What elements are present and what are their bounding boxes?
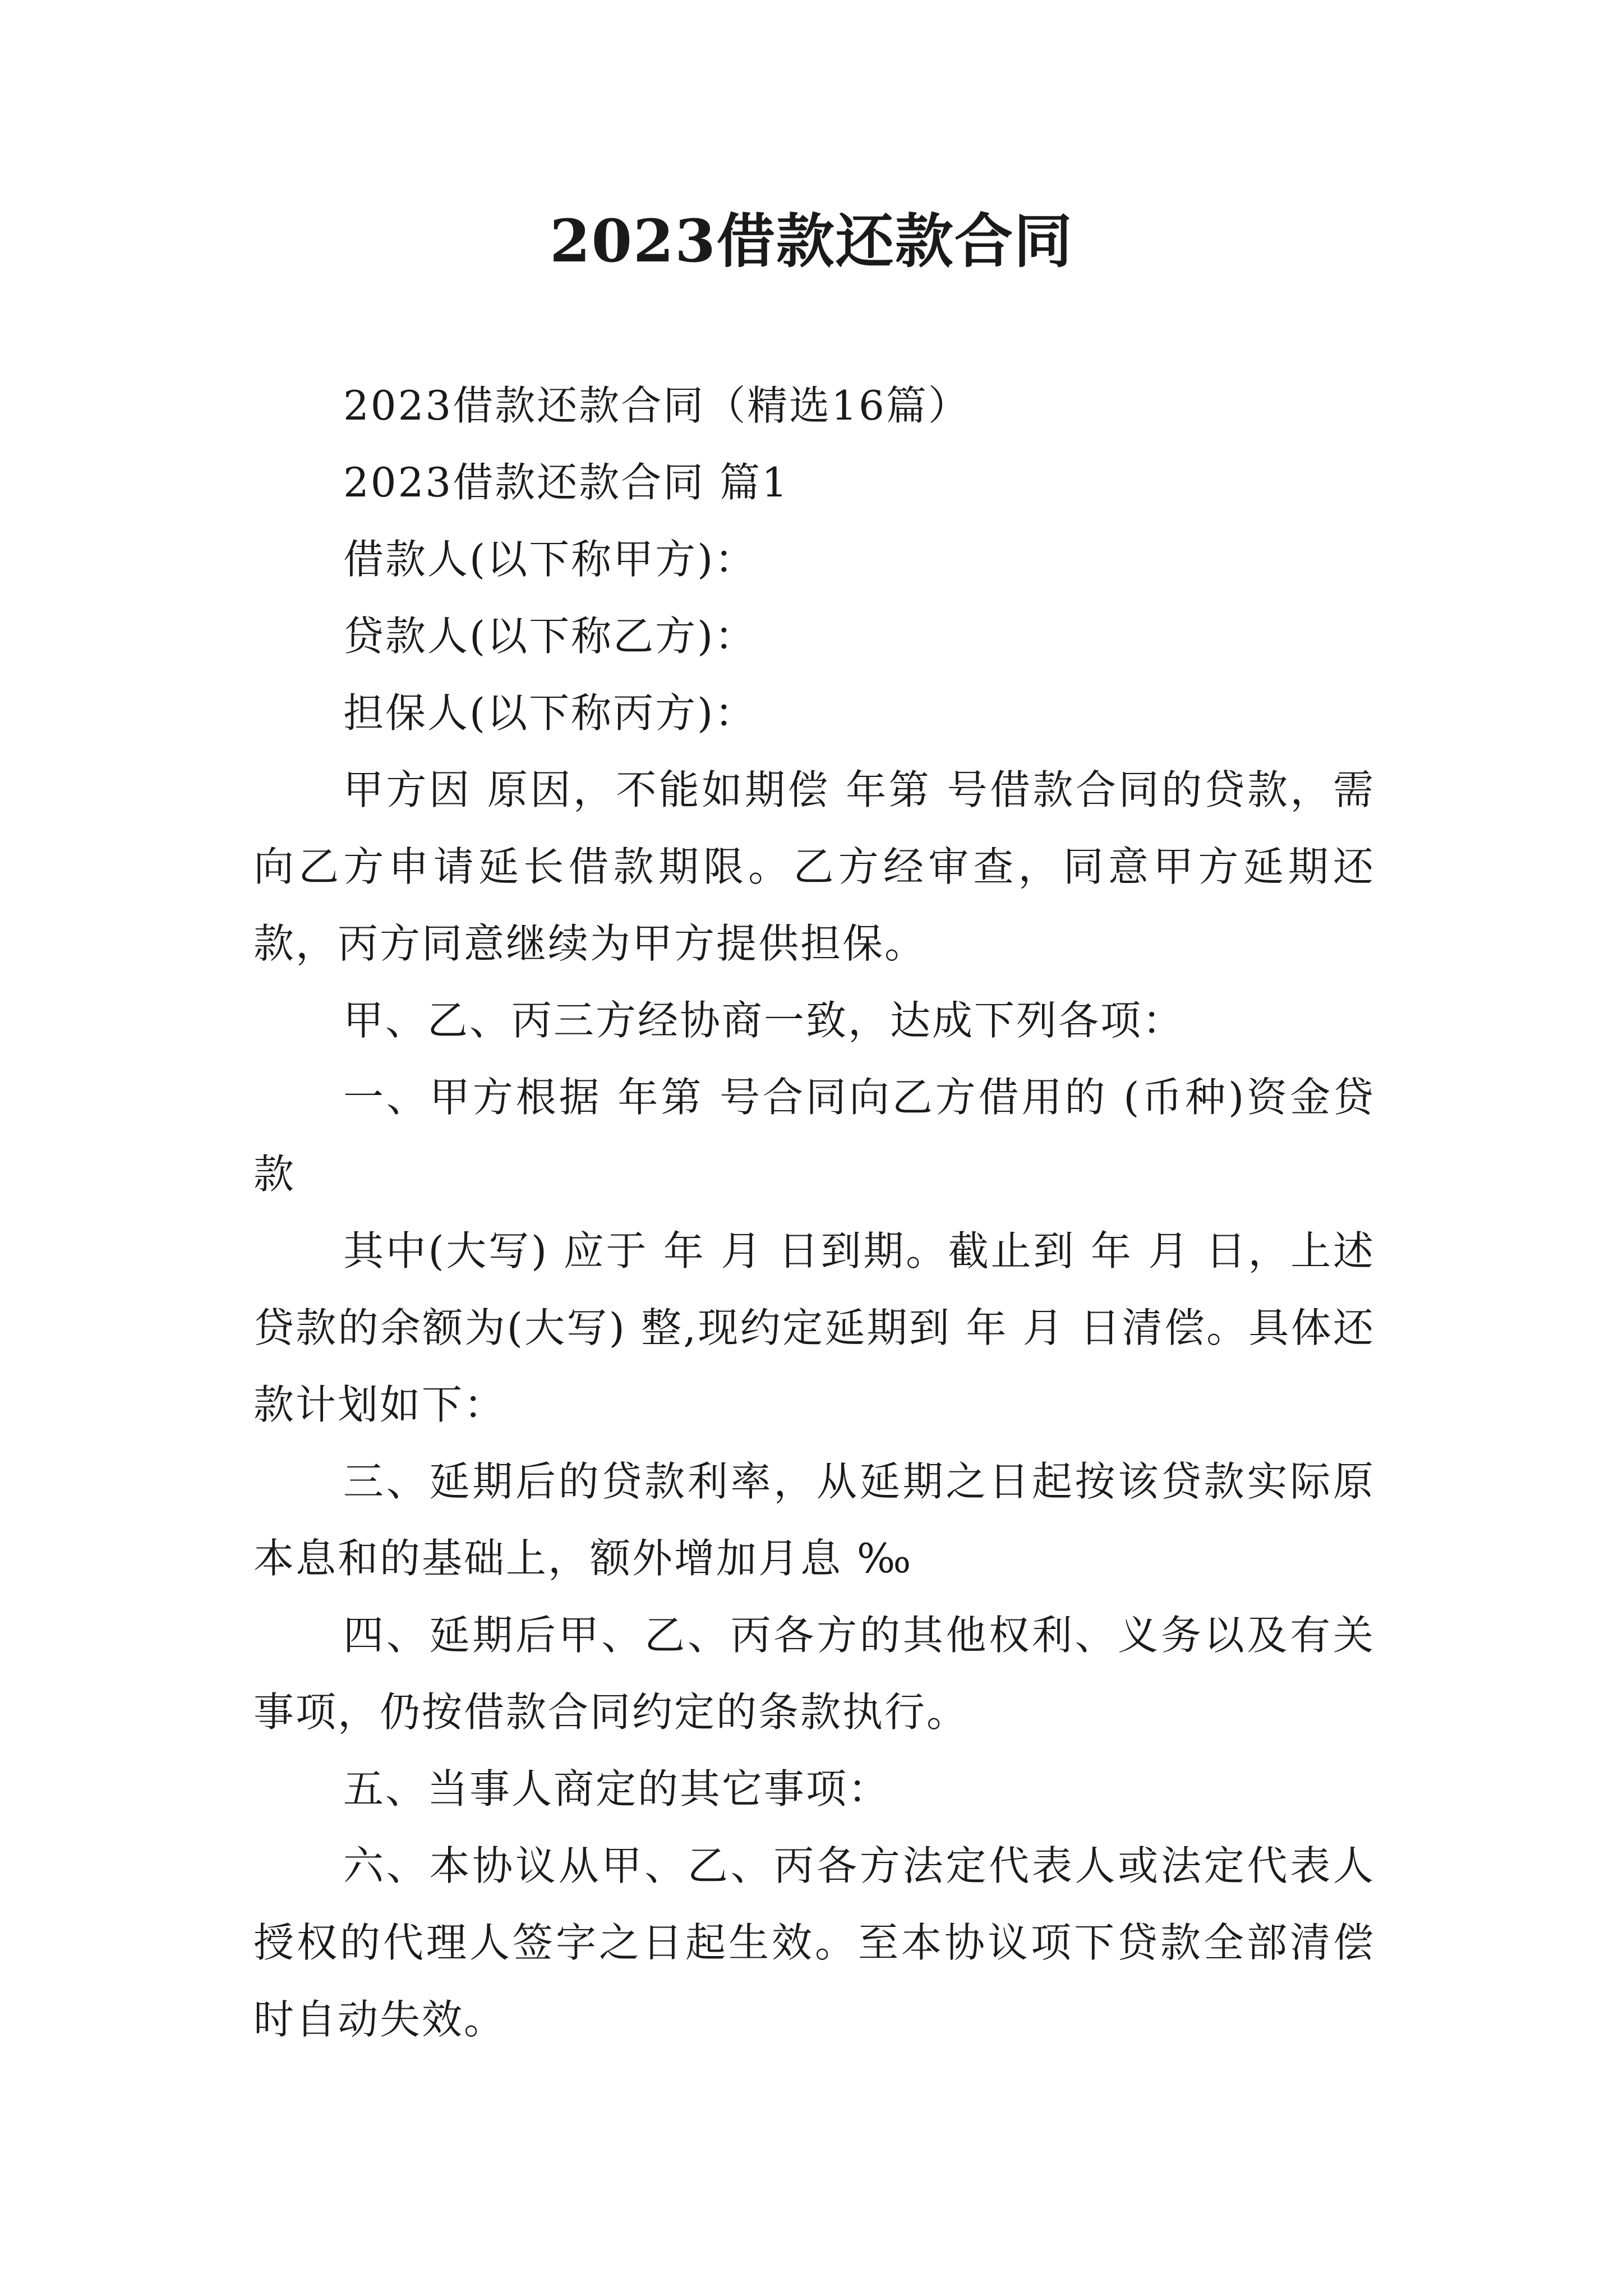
paragraph-clause-1: 一、甲方根据 年第 号合同向乙方借用的 (币种)资金贷款 xyxy=(253,1074,1375,1198)
paragraph-guarantor: 担保人(以下称丙方)： xyxy=(343,689,757,737)
paragraph-borrower: 借款人(以下称甲方)： xyxy=(343,536,757,583)
paragraph-clause-5: 五、当事人商定的其它事项： xyxy=(343,1765,891,1812)
paragraph-clause-4: 四、延期后甲、乙、丙各方的其他权利、义务以及有关事项，仍按借款合同约定的条款执行。 xyxy=(253,1612,1375,1736)
paragraph-section-heading: 2023借款还款合同 篇1 xyxy=(343,459,789,506)
paragraph-clause-1-detail: 其中(大写) 应于 年 月 日到期。截止到 年 月 日，上述贷款的余额为(大写) 整,现约定延期到 年 月 日清偿。具体还款计划如下： xyxy=(253,1227,1375,1428)
paragraph-clause-3: 三、延期后的贷款利率，从延期之日起按该贷款实际原本息和的基础上，额外增加月息 ‰ xyxy=(253,1458,1375,1582)
document-title: 2023借款还款合同 xyxy=(550,206,1073,275)
paragraph-clause-6: 六、本协议从甲、乙、丙各方法定代表人或法定代表人授权的代理人签字之日起生效。至本协议项下贷款全部清偿时自动失效。 xyxy=(253,1842,1375,2043)
paragraph-reason: 甲方因 原因，不能如期偿 年第 号借款合同的贷款，需向乙方申请延长借款期限。乙方经审查，同意甲方延期还款，丙方同意继续为甲方提供担保。 xyxy=(253,766,1375,967)
paragraph-agreement: 甲、乙、丙三方经协商一致，达成下列各项： xyxy=(343,997,1185,1044)
document-body xyxy=(253,367,1375,2058)
paragraph-lender: 贷款人(以下称乙方)： xyxy=(343,613,757,660)
paragraph-heading-full: 2023借款还款合同（精选16篇） xyxy=(343,382,970,429)
